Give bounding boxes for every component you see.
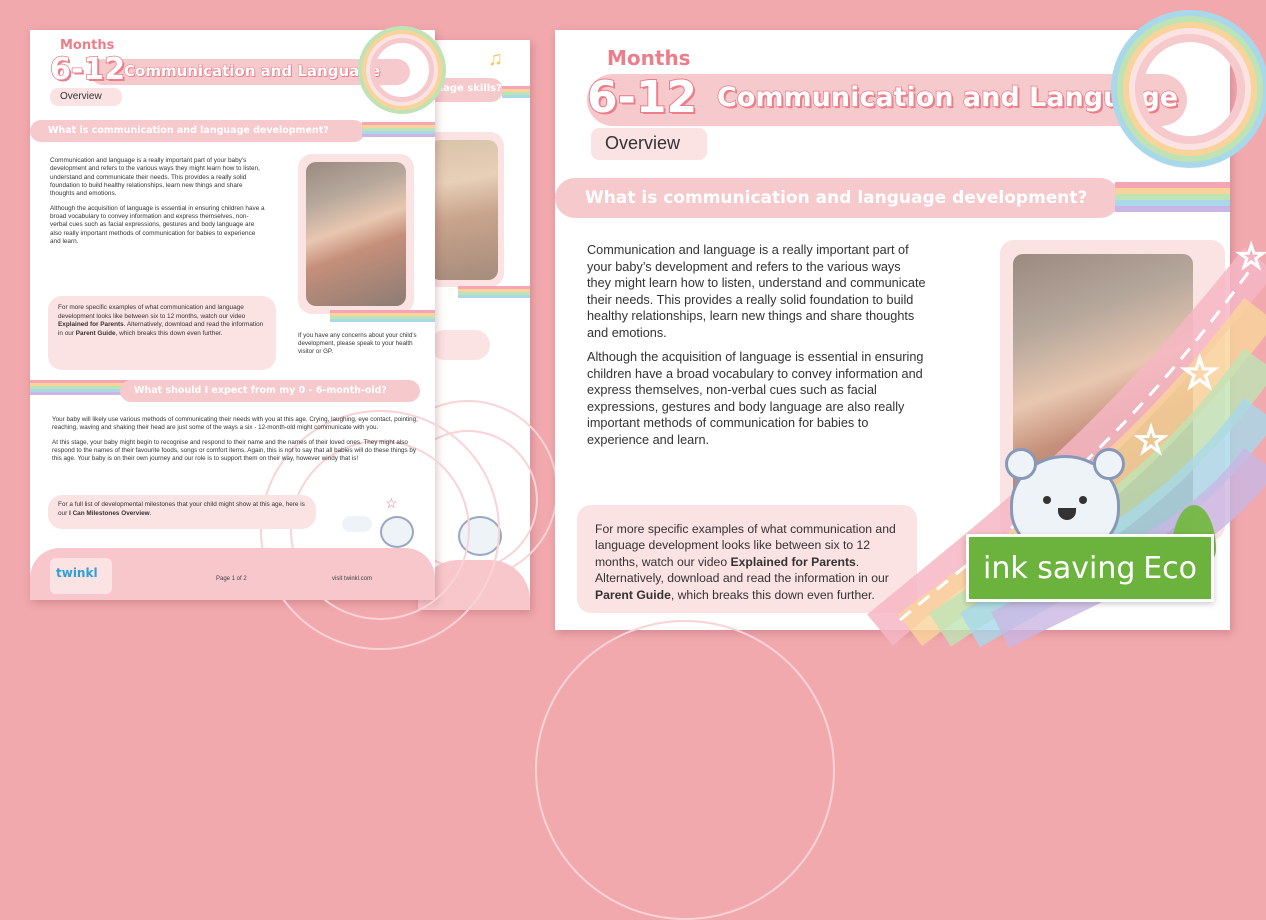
zoom-page-title: Communication and Language (717, 82, 1179, 113)
callout1-text-b: . Alternatively, download and read the information in our (58, 321, 264, 337)
back-rainbow (502, 86, 530, 98)
ink-saving-label: ink saving (983, 550, 1136, 586)
age-range: 6-12 (50, 52, 126, 87)
cloud-icon (430, 330, 490, 360)
rainbow-circle-icon (370, 38, 434, 102)
section2-para2: At this stage, your baby might begin to recognise and respond to their name and the names of their loved ones. They might also respond to the names of their favourite foods, songs or comfort items. Again, this is not to say that all babies will do these things by this age. Your baby is on their own journey and our role is to support them on their way, however windy that is! (52, 438, 417, 463)
zoom-parent-guide-link[interactable]: Parent Guide (595, 587, 671, 602)
front-page (30, 30, 435, 600)
zoom-callout1-text-b: . Alternatively, download and read the information in our (595, 554, 889, 586)
bear-icon-front (380, 516, 414, 548)
cloud-icon-small (342, 516, 372, 532)
zoom-overview-tab: Overview (591, 128, 707, 160)
explained-for-parents-link[interactable]: Explained for Parents (58, 321, 124, 329)
back-page-heading: uage skills? (436, 83, 502, 94)
page-title: Communication and Language (124, 62, 381, 80)
callout2-text-b: . (149, 509, 152, 517)
callout1-text-c: , which breaks this down even further. (115, 329, 223, 337)
section1-para2: Although the acquisition of language is essential in ensuring children have a broad vocabulary to convey information and express themselves, non-verbal cues such as facial expressions, gestures and body language are also really important methods of communication for babies to experience and learn. (50, 204, 265, 245)
zoom-months-label: Months (607, 46, 691, 70)
page-number: Page 1 of 2 (216, 576, 247, 582)
eco-label: Eco (1143, 550, 1197, 586)
back-photo-rainbow (458, 286, 530, 298)
zoom-section1-body (587, 242, 927, 454)
baby-photo (306, 162, 406, 306)
footer-url[interactable]: visit twinkl.com (332, 576, 373, 582)
star-icon-3: ☆ (1236, 238, 1266, 276)
zoom-section1-para1: Communication and language is a really important part of your baby’s development and refers to the various ways they might learn how to listen, understand and communicate their needs. This provides a really solid foundation to build healthy relationships, learn new things and share thoughts and emotions. (587, 243, 926, 340)
twinkl-logo: twinkl (50, 558, 112, 594)
section2-heading: What should I expect from my 0 - 6-month-old? (134, 385, 387, 396)
zoom-arc (535, 620, 835, 920)
milestones-callout (48, 495, 316, 529)
section1-rainbow (362, 122, 435, 137)
section1-para1: Communication and language is a really important part of your baby’s development and refers to the various ways they might learn how to listen, understand and communicate their needs. This provides a really solid foundation to build healthy relationships, learn new things and share thoughts and emotions. (50, 157, 260, 198)
star-icon-1: ☆ (1180, 349, 1220, 398)
photo-rainbow (330, 310, 435, 322)
section1-body (50, 157, 265, 252)
section2-para1: Your baby will likely use various methods of communicating their needs with you at this age. Crying, laughing, eye contact, pointing, reaching, waving and shaking their head are just some of the ways a six - 12-month-old might communicate with you. (52, 416, 418, 432)
ink-saving-eco-badge (966, 534, 1214, 602)
zoom-callout1-text-c: , which breaks this down even further. (670, 587, 875, 602)
zoom-video-callout (577, 505, 917, 613)
star-icon-2: ☆ (1134, 420, 1169, 462)
callout1-text-a: For more specific examples of what communication and language development looks like between six to 12 months, watch our video (58, 304, 246, 320)
zoom-section1-heading: What is communication and language development? (585, 188, 1088, 208)
months-label: Months (60, 38, 115, 53)
concern-note: If you have any concerns about your child’s development, please speak to your health visitor or GP. (298, 332, 417, 356)
zoom-rainbow-circle-icon (1135, 34, 1245, 144)
video-callout (48, 296, 276, 370)
section2-rainbow (30, 380, 130, 395)
music-note-icon: ♫ (488, 48, 503, 70)
zoom-age-range: 6-12 (587, 72, 698, 123)
section2-body (52, 416, 422, 469)
section1-heading: What is communication and language development? (48, 125, 329, 136)
zoom-callout1-text-a: For more specific examples of what communication and language development looks like between six to 12 months, watch our video (595, 522, 896, 569)
mother-baby-photo (430, 140, 498, 280)
callout2-text-a: For a full list of developmental milestones that your child might show at this age, here is our (58, 501, 305, 517)
milestones-link[interactable]: I Can Milestones Overview (69, 509, 150, 517)
parent-guide-link[interactable]: Parent Guide (75, 329, 116, 337)
star-icon: ☆ (385, 495, 398, 511)
overview-tab: Overview (50, 88, 122, 106)
zoom-explained-for-parents-link[interactable]: Explained for Parents (730, 554, 856, 569)
zoom-section1-para2: Although the acquisition of language is essential in ensuring children have a broad vocabulary to convey information and express themselves, non-verbal cues such as facial expressions, gestures and body language are also really important methods of communication for babies to experience and learn. (587, 350, 924, 447)
